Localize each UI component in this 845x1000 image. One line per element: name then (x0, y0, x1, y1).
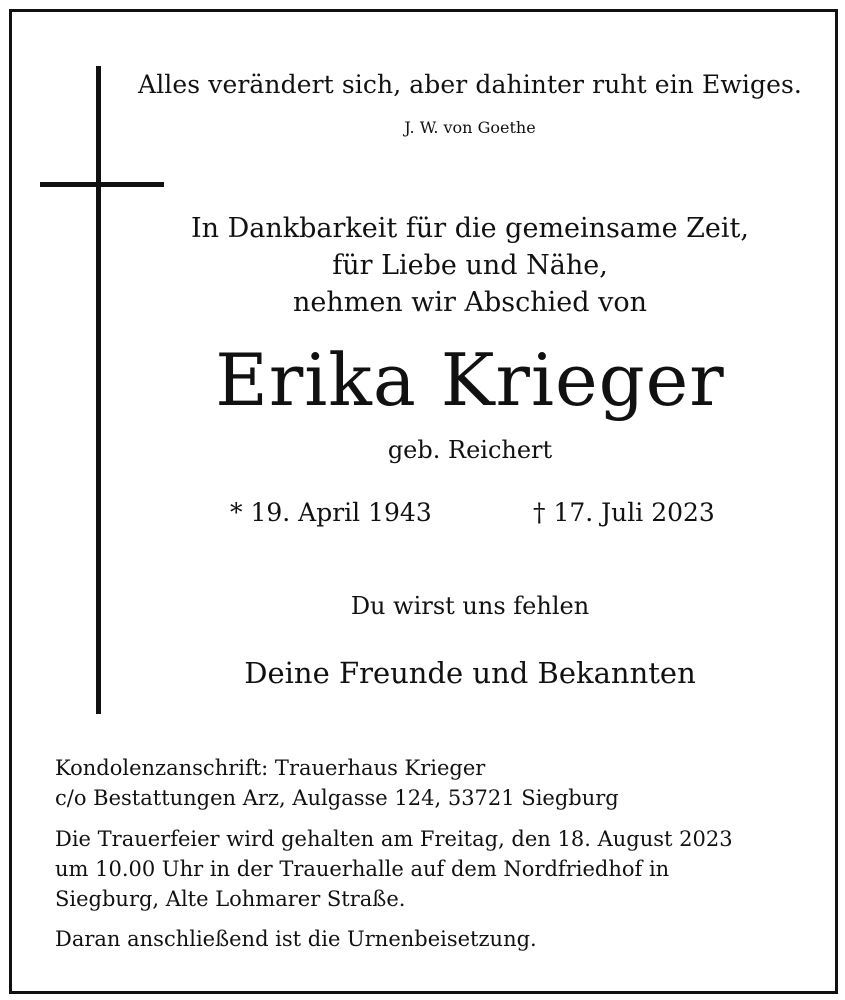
info-line: Siegburg, Alte Lohmarer Straße. (55, 887, 406, 911)
info-line: Kondolenzanschrift: Trauerhaus Krieger (55, 756, 486, 780)
quote-author: J. W. von Goethe (404, 118, 536, 137)
intro-line: für Liebe und Nähe, (332, 250, 608, 281)
info-line: Die Trauerfeier wird gehalten am Freitag, den 18. August 2023 (55, 827, 733, 851)
intro-line: In Dankbarkeit für die gemeinsame Zeit, (191, 213, 749, 244)
signers-text: Deine Freunde und Bekannten (244, 656, 696, 690)
condolence-address (55, 753, 825, 813)
farewell-text: Du wirst uns fehlen (350, 592, 590, 620)
maiden-name: geb. Reichert (387, 436, 553, 464)
burial-note: Daran anschließend ist die Urnenbeisetzung. (55, 927, 537, 951)
deceased-name: Erika Krieger (215, 338, 725, 422)
info-line: um 10.00 Uhr in der Trauerhalle auf dem Nordfriedhof in (55, 857, 670, 881)
intro-text (110, 210, 830, 321)
birth-date: * 19. April 1943 (230, 498, 432, 527)
quote-text: Alles verändert sich, aber dahinter ruht ein Ewiges. (138, 70, 802, 99)
death-date: † 17. Juli 2023 (533, 498, 715, 527)
intro-line: nehmen wir Abschied von (292, 287, 648, 318)
cross-vertical-bar (96, 66, 101, 714)
cross-horizontal-bar (40, 182, 164, 187)
service-details (55, 824, 825, 914)
info-line: c/o Bestattungen Arz, Aulgasse 124, 53721 Siegburg (55, 786, 619, 810)
